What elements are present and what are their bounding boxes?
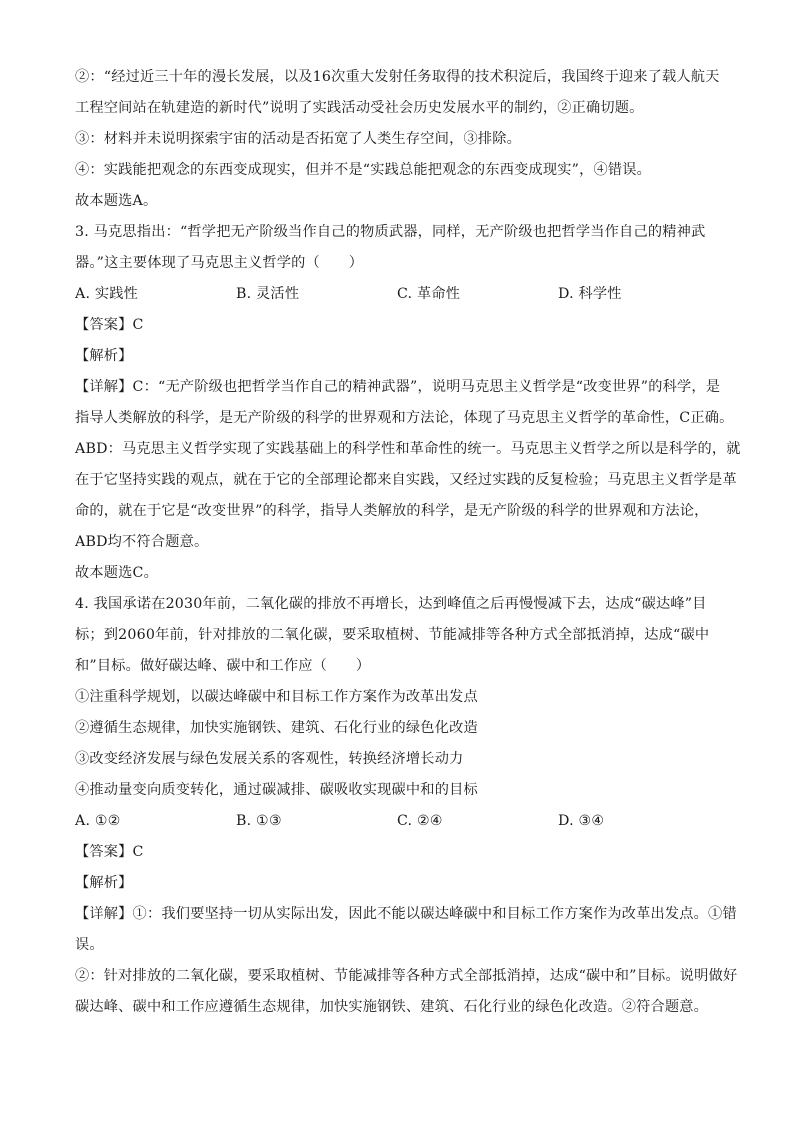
question-3-options xyxy=(75,279,725,310)
text-line: ④：实践能把观念的东西变成现实，但并不是“实践总能把观念的东西变成现实”，④错误。 xyxy=(75,162,652,178)
analysis-line: 【详解】①：我们要坚持一切从实际出发，因此不能以碳达峰碳中和目标工作方案作为改革出发点。①错 xyxy=(75,906,737,922)
analysis-line: 在于它坚持实践的观点，就在于它的全部理论都来自实践，又经过实践的反复检验；马克思主义哲学是革 xyxy=(75,472,737,488)
answer-label: 【答案】C xyxy=(75,317,144,333)
option-a: A. ①② xyxy=(75,813,121,829)
text-line: ③：材料并未说明探索宇宙的活动是否拓宽了人类生存空间，③排除。 xyxy=(75,131,522,147)
statement-2: ②遵循生态规律，加快实施钢铁、建筑、石化行业的绿色化改造 xyxy=(75,720,478,736)
option-b: B. ①③ xyxy=(236,813,282,829)
analysis-line: ABD：马克思主义哲学实现了实践基础上的科学性和革命性的统一。马克思主义哲学之所以是科学的，就 xyxy=(75,441,741,457)
statement-4: ④推动量变向质变转化，通过碳减排、碳吸收实现碳中和的目标 xyxy=(75,782,478,798)
conclusion-line: 故本题选C。 xyxy=(75,565,158,581)
document-page xyxy=(75,62,741,1023)
analysis-line: 碳达峰、碳中和工作应遵循生态规律，加快实施钢铁、建筑、石化行业的绿色化改造。②符合题意。 xyxy=(75,999,709,1015)
option-d: D. ③④ xyxy=(558,813,605,829)
analysis-label: 【解析】 xyxy=(75,348,133,364)
analysis-line: 指导人类解放的科学，是无产阶级的科学的世界观和方法论，体现了马克思主义哲学的革命性，C正确。 xyxy=(75,410,734,426)
question-4-stem: 标；到2060年前，针对排放的二氧化碳，要采取植树、节能减排等各种方式全部抵消掉，达成“碳中 xyxy=(75,627,710,643)
analysis-line: 误。 xyxy=(75,937,104,953)
option-b: B. 灵活性 xyxy=(236,286,300,302)
option-d: D. 科学性 xyxy=(558,286,622,302)
option-c: C. 革命性 xyxy=(397,286,461,302)
question-4-options xyxy=(75,806,725,837)
conclusion-line: 故本题选A。 xyxy=(75,193,158,209)
text-line: ②：“经过近三十年的漫长发展，以及16次重大发射任务取得的技术积淀后，我国终于迎来了载人航天 xyxy=(75,69,720,85)
analysis-line: ABD均不符合题意。 xyxy=(75,534,209,550)
question-3-stem: 器。”这主要体现了马克思主义哲学的（ ） xyxy=(75,255,364,271)
statement-1: ①注重科学规划，以碳达峰碳中和目标工作方案作为改革出发点 xyxy=(75,689,478,705)
question-3-stem: 3. 马克思指出：“哲学把无产阶级当作自己的物质武器，同样，无产阶级也把哲学当作自己的精神武 xyxy=(75,224,706,240)
analysis-line: ②：针对排放的二氧化碳，要采取植树、节能减排等各种方式全部抵消掉，达成“碳中和”目标。说明做好 xyxy=(75,968,738,984)
text-line: 工程空间站在轨建造的新时代”说明了实践活动受社会历史发展水平的制约，②正确切题。 xyxy=(75,100,644,116)
statement-3: ③改变经济发展与绿色发展关系的客观性，转换经济增长动力 xyxy=(75,751,464,767)
option-c: C. ②④ xyxy=(397,813,443,829)
question-4-stem: 和”目标。做好碳达峰、碳中和工作应（ ） xyxy=(75,658,371,674)
option-a: A. 实践性 xyxy=(75,286,139,302)
analysis-line: 命的，就在于它是“改变世界”的科学，指导人类解放的科学，是无产阶级的科学的世界观和方法论， xyxy=(75,503,709,519)
analysis-label: 【解析】 xyxy=(75,875,133,891)
answer-label: 【答案】C xyxy=(75,844,144,860)
analysis-line: 【详解】C：“无产阶级也把哲学当作自己的精神武器”，说明马克思主义哲学是“改变世界”的科学，是 xyxy=(75,379,721,395)
question-4-stem: 4. 我国承诺在2030年前，二氧化碳的排放不再增长，达到峰值之后再慢慢减下去，达成“碳达峰”目 xyxy=(75,596,707,612)
